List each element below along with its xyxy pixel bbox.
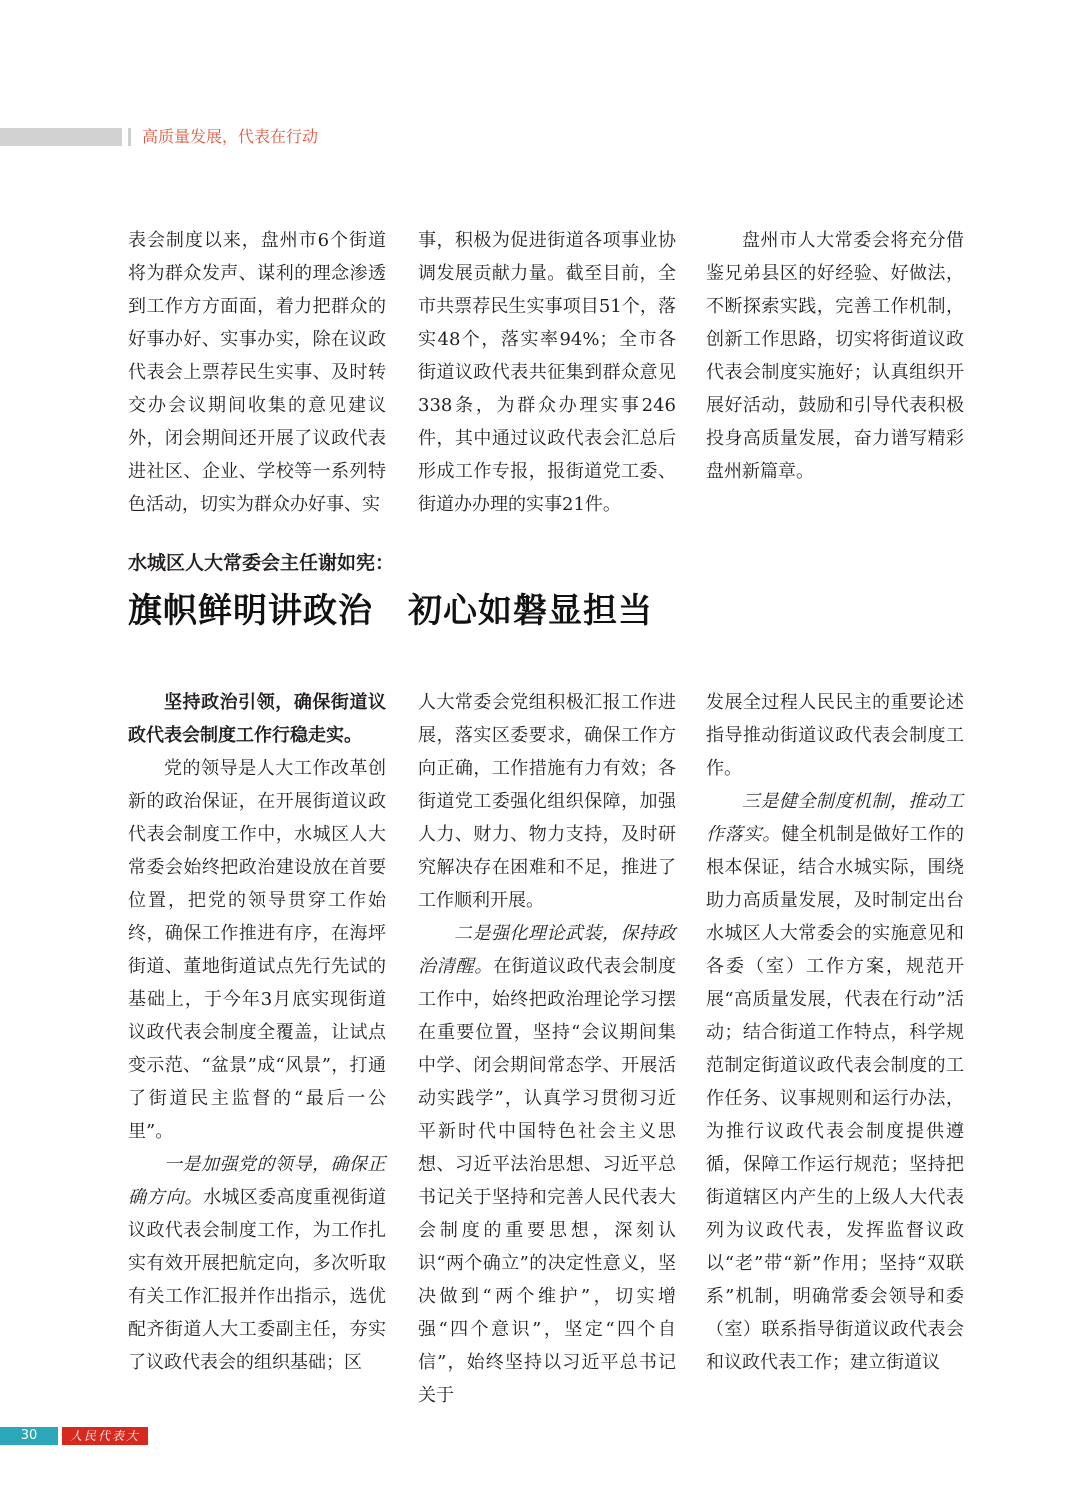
paragraph: 发展全过程人民民主的重要论述指导推动街道议政代表会制度工作。 [706,692,964,779]
paragraph-body: 健全机制是做好工作的根本保证，结合水城实际，围绕助力高质量发展，及时制定出台水城区人大常委会的实施意见和各委（室）工作方案，规范开展“高质量发展，代表在行动”活动；结合街道工作特点，科学规范制定街道议政代表会制度的工作任务、议事规则和运行办法，为推行议政代表会制度提供遵循，保障工作运行规范；坚持把街道辖区内产生的上级人大代表列为议政代表，发挥监督议政以“老”带“新”作用；坚持“双联系”机制，明确常委会领导和委（室）联系指导街道议政代表会和议政代表工作；建立街道议 [706,824,965,1373]
top-column-2 [418,224,676,521]
paragraph: 事，积极为促进街道各项事业协调发展贡献力量。截至目前，全市共票荐民生实事项目51个，落实48个，落实率94%；全市各街道议政代表共征集到群众意见338条，为群众办理实事246件，其中通过议政代表会汇总后形成工作专报，报街道党工委、街道办办理的实事21件。 [418,230,676,515]
paragraph: 表会制度以来，盘州市6个街道将为群众发声、谋利的理念渗透到工作方方面面，着力把群众的好事办好、实事办实，除在议政代表会上票荐民生实事、及时转交办会议期间收集的意见建议外，闭会期间还开展了议政代表进社区、企业、学校等一系列特色活动，切实为群众办好事、实 [128,230,386,515]
top-column-3 [706,224,964,488]
paragraph-body: 在街道议政代表会制度工作中，始终把政治理论学习摆在重要位置，坚持“会议期间集中学、闭会期间常态学、开展活动实践学”，认真学习贯彻习近平新时代中国特色社会主义思想、习近平法治思想、习近平总书记关于坚持和完善人民代表大会制度的重要思想，深刻认识“两个确立”的决定性意义，坚决做到“两个维护”，切实增强“四个意识”，坚定“四个自信”，始终坚持以习近平总书记关于 [418,956,677,1406]
bottom-column-2 [418,686,676,1412]
subheading: 二是强化理论武装，保持政治清醒。 [418,923,676,977]
section-header-divider [128,128,131,146]
paragraph [128,1148,386,1379]
paragraph-body: 水城区委高度重视街道议政代表会制度工作，为工作扎实有效开展把航定向，多次听取有关工作汇报并作出指示，选优配齐街道人大工委副主任，夯实了议政代表会的组织基础；区 [128,1187,387,1373]
top-column-1 [128,224,386,521]
subheading: 三是健全制度机制，推动工作落实。 [706,791,964,845]
paragraph: 人大常委会党组积极汇报工作进展，落实区委要求，确保工作方向正确，工作措施有力有效；各街道党工委强化组织保障，加强人力、财力、物力支持，及时研究解决存在困难和不足，推进了工作顺利开展。 [418,692,676,911]
paragraph [418,917,676,1412]
paragraph: 盘州市人大常委会将充分借鉴兄弟县区的好经验、好做法，不断探索实践，完善工作机制，创新工作思路，切实将街道议政代表会制度实施好；认真组织开展好活动，鼓励和引导代表积极投身高质量发展，奋力谱写精彩盘州新篇章。 [706,230,964,482]
section-header-bar [0,128,122,146]
article-kicker: 水城区人大常委会主任谢如宪： [128,552,395,574]
bottom-column-3 [706,686,964,1379]
lead-paragraph: 坚持政治引领，确保街道议政代表会制度工作行稳走实。 [128,692,386,746]
paragraph: 党的领导是人大工作改革创新的政治保证，在开展街道议政代表会制度工作中，水城区人大常委会始终把政治建设放在首要位置，把党的领导贯穿工作始终，确保工作推进有序，在海坪街道、董地街道试点先行先试的基础上，于今年3月底实现街道议政代表会制度全覆盖，让试点变示范、“盆景”成“风景”，打通了街道民主监督的“最后一公里”。 [128,758,386,1142]
publication-logo: 人民代表大 [62,1427,148,1445]
article-title: 旗帜鲜明讲政治 初心如磐显担当 [128,591,653,631]
section-title: 高质量发展，代表在行动 [142,127,319,146]
subheading: 一是加强党的领导，确保正确方向。 [128,1154,386,1208]
page-number: 30 [0,1427,58,1445]
paragraph [706,785,964,1379]
bottom-column-1 [128,686,386,1379]
